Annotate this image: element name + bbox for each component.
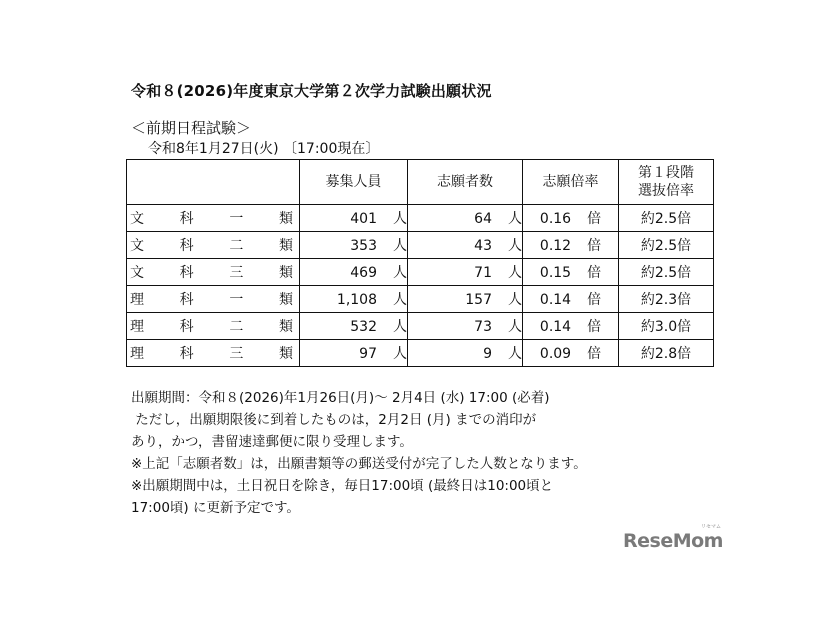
- category-char: 類: [278, 238, 293, 254]
- stage1-value: 約2.3倍: [640, 292, 692, 308]
- ratio-value: 0.14: [539, 292, 572, 308]
- note-line: ただし，出願期限後に到着したものは，2月2日 (月) までの消印が: [131, 412, 537, 428]
- stage1-cell: [619, 286, 714, 313]
- category-char: 三: [229, 346, 244, 362]
- unit-people: 人: [508, 346, 522, 362]
- table-row: [127, 313, 714, 340]
- notes-block: [131, 387, 587, 519]
- applicants-value: 157: [465, 292, 492, 308]
- ratio-value: 0.12: [539, 238, 572, 254]
- applicants-cell: [408, 205, 523, 232]
- category-char: 理: [130, 319, 144, 335]
- category-char: 科: [179, 211, 194, 227]
- header-category: [127, 160, 300, 205]
- stage1-value: 約3.0倍: [640, 319, 692, 335]
- unit-people: 人: [393, 238, 407, 254]
- table-row: [127, 259, 714, 286]
- capacity-cell: [300, 286, 408, 313]
- applicants-value: 43: [474, 238, 492, 254]
- category-char: 類: [278, 319, 293, 335]
- table-header-row: [127, 160, 714, 205]
- unit-people: 人: [393, 211, 407, 227]
- header-stage1-ratio: [619, 160, 714, 205]
- applicants-cell: [408, 259, 523, 286]
- capacity-value: 469: [350, 265, 377, 281]
- category-char: 類: [278, 346, 293, 362]
- capacity-value: 353: [350, 238, 377, 254]
- category-cell: [127, 286, 300, 313]
- category-char: 二: [229, 319, 244, 335]
- capacity-value: 97: [359, 346, 377, 362]
- category-char: 理: [130, 346, 144, 362]
- logo-kana: リセマム: [701, 524, 721, 530]
- category-char: 一: [229, 211, 244, 227]
- category-cell: [127, 205, 300, 232]
- applicants-cell: [408, 232, 523, 259]
- category-char: 類: [278, 292, 293, 308]
- unit-people: 人: [508, 238, 522, 254]
- capacity-value: 401: [350, 211, 377, 227]
- header-stage1-line2: 選抜倍率: [638, 183, 694, 199]
- ratio-cell: [523, 232, 619, 259]
- capacity-cell: [300, 313, 408, 340]
- unit-people: 人: [393, 319, 407, 335]
- capacity-cell: [300, 340, 408, 367]
- applicants-cell: [408, 340, 523, 367]
- stage1-value: 約2.5倍: [640, 238, 692, 254]
- category-char: 類: [278, 265, 293, 281]
- category-cell: [127, 340, 300, 367]
- ratio-value: 0.16: [539, 211, 572, 227]
- category-char: 文: [130, 238, 144, 254]
- unit-people: 人: [508, 265, 522, 281]
- resemom-logo: [623, 524, 723, 552]
- stage1-cell: [619, 313, 714, 340]
- unit-people: 人: [393, 265, 407, 281]
- header-stage1-line1: 第１段階: [638, 165, 694, 181]
- category-cell: [127, 313, 300, 340]
- ratio-cell: [523, 313, 619, 340]
- unit-people: 人: [508, 292, 522, 308]
- category-char: 一: [229, 292, 244, 308]
- category-char: 類: [278, 211, 293, 227]
- category-char: 文: [130, 265, 144, 281]
- stage1-value: 約2.8倍: [640, 346, 692, 362]
- unit-ratio: 倍: [587, 292, 602, 308]
- header-ratio: 志願倍率: [523, 160, 619, 205]
- category-char: 科: [179, 346, 194, 362]
- category-char: 二: [229, 238, 244, 254]
- ratio-value: 0.15: [539, 265, 572, 281]
- page-title: 令和８(2026)年度東京大学第２次学力試験出願状況: [131, 82, 492, 100]
- note-line: あり，かつ，書留速達郵便に限り受理します。: [131, 434, 413, 450]
- unit-ratio: 倍: [587, 265, 602, 281]
- category-char: 科: [179, 238, 194, 254]
- applicants-value: 64: [474, 211, 492, 227]
- unit-ratio: 倍: [587, 319, 602, 335]
- stage1-value: 約2.5倍: [640, 265, 692, 281]
- category-cell: [127, 232, 300, 259]
- category-char: 科: [179, 292, 194, 308]
- applicants-cell: [408, 286, 523, 313]
- category-char: 文: [130, 211, 144, 227]
- note-line: 17:00頃) に更新予定です。: [131, 500, 300, 516]
- applicants-cell: [408, 313, 523, 340]
- table-row: [127, 232, 714, 259]
- applications-table: [126, 159, 714, 367]
- unit-ratio: 倍: [587, 346, 602, 362]
- table-row: [127, 286, 714, 313]
- unit-people: 人: [508, 319, 522, 335]
- capacity-cell: [300, 232, 408, 259]
- capacity-cell: [300, 259, 408, 286]
- ratio-cell: [523, 286, 619, 313]
- table-row: [127, 205, 714, 232]
- unit-ratio: 倍: [587, 238, 602, 254]
- capacity-cell: [300, 205, 408, 232]
- note-line: 出願期間：令和８(2026)年1月26日(月)～ 2月4日 (水) 17:00 (必着): [131, 390, 550, 406]
- applicants-value: 73: [474, 319, 492, 335]
- applicants-value: 9: [483, 346, 492, 362]
- category-cell: [127, 259, 300, 286]
- section-heading: ＜前期日程試験＞: [131, 119, 252, 137]
- header-capacity: 募集人員: [300, 160, 408, 205]
- header-applicants: 志願者数: [408, 160, 523, 205]
- ratio-value: 0.14: [539, 319, 572, 335]
- applicants-value: 71: [474, 265, 492, 281]
- capacity-value: 532: [350, 319, 377, 335]
- stage1-cell: [619, 205, 714, 232]
- unit-people: 人: [393, 346, 407, 362]
- ratio-value: 0.09: [539, 346, 572, 362]
- category-char: 理: [130, 292, 144, 308]
- stage1-cell: [619, 340, 714, 367]
- table-row: [127, 340, 714, 367]
- logo-text: ReseMom: [623, 530, 723, 552]
- stage1-value: 約2.5倍: [640, 211, 692, 227]
- category-char: 科: [179, 319, 194, 335]
- as-of-timestamp: 令和8年1月27日(火) 〔17:00現在〕: [148, 141, 380, 157]
- note-line: ※出願期間中は，土日祝日を除き，毎日17:00頃 (最終日は10:00頃と: [131, 478, 554, 494]
- stage1-cell: [619, 259, 714, 286]
- ratio-cell: [523, 340, 619, 367]
- ratio-cell: [523, 259, 619, 286]
- ratio-cell: [523, 205, 619, 232]
- unit-ratio: 倍: [587, 211, 602, 227]
- unit-people: 人: [508, 211, 522, 227]
- note-line: ※上記「志願者数」は，出願書類等の郵送受付が完了した人数となります。: [131, 456, 587, 472]
- stage1-cell: [619, 232, 714, 259]
- capacity-value: 1,108: [336, 292, 377, 308]
- category-char: 三: [229, 265, 244, 281]
- category-char: 科: [179, 265, 194, 281]
- unit-people: 人: [393, 292, 407, 308]
